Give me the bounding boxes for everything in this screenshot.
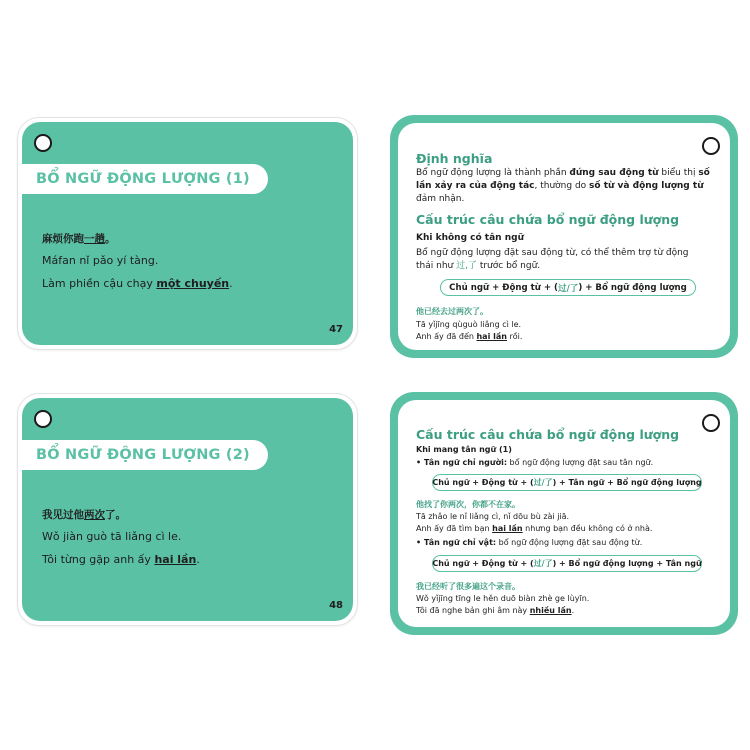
bullet-person: • Tân ngữ chỉ người: bổ ngữ động lượng đặt sau tân ngữ.: [416, 458, 654, 467]
formula-pill-1: Chủ ngữ + Động từ + ( 过/了 ) + Tân ngữ + Bổ ngữ động lượng: [432, 474, 702, 491]
example2-vietnamese: Tôi đã nghe bản ghi âm này nhiều lần.: [416, 606, 575, 615]
chinese-sentence: 麻烦你跑一趟。: [42, 233, 116, 245]
sub-heading: Khi không có tân ngữ: [416, 233, 524, 243]
card-number: 47: [329, 324, 343, 335]
bullet-object: • Tân ngữ chỉ vật: bổ ngữ động lượng đặt sau động từ.: [416, 538, 643, 547]
flashcard-47-back: [390, 115, 738, 358]
card-number: 48: [329, 600, 343, 611]
formula-pill: Chủ ngữ + Động từ + ( 过/了 ) + Bổ ngữ động lượng: [440, 279, 696, 296]
example1-vietnamese: Anh ấy đã tìm bạn hai lần nhưng bạn đều không có ở nhà.: [416, 524, 653, 533]
vietnamese-sentence: Làm phiền cậu chạy một chuyến.: [42, 277, 233, 290]
sub-heading: Khi mang tân ngữ (1): [416, 445, 512, 454]
structure-heading: Cấu trúc câu chứa bổ ngữ động lượng: [416, 427, 680, 442]
flashcard-48-front: [17, 393, 358, 626]
example2-pinyin: Wǒ yǐjīng tīng le hěn duō biàn zhè ge lùyīn.: [416, 594, 590, 603]
card-inner: [398, 123, 730, 350]
card-inner: [398, 400, 730, 627]
flashcard-47-front: [17, 117, 358, 350]
definition-heading: Định nghĩa: [416, 151, 493, 166]
example-vietnamese: Anh ấy đã đến hai lần rồi.: [416, 332, 523, 341]
example1-chinese: 他找了你两次，你都不在家。: [416, 499, 520, 509]
definition-line-3: đảm nhận.: [416, 194, 465, 204]
example-chinese: 他已经去过两次了。: [416, 306, 488, 316]
description-line-1: Bổ ngữ động lượng đặt sau động từ, có thể thêm trợ từ động: [416, 248, 689, 258]
ring-hole: [34, 134, 52, 152]
example1-pinyin: Tā zhǎo le nǐ liǎng cì, nǐ dōu bù zài jiā.: [416, 512, 570, 521]
pinyin-sentence: Wǒ jiàn guò tā liǎng cì le.: [42, 530, 182, 543]
ring-hole: [702, 414, 720, 432]
ring-hole: [702, 137, 720, 155]
definition-line-2: lần xảy ra của động tác, thường do số từ và động lượng từ: [416, 181, 704, 191]
chinese-sentence: 我见过他两次了。: [42, 509, 126, 521]
example-pinyin: Tā yǐjīng qùguò liǎng cì le.: [416, 320, 522, 329]
flashcard-48-back: [390, 392, 738, 635]
definition-line-1: Bổ ngữ động lượng là thành phần đứng sau động từ biểu thị số: [416, 168, 710, 178]
ring-hole: [34, 410, 52, 428]
description-line-2: thái như 过,了 trước bổ ngữ.: [416, 261, 541, 271]
vietnamese-sentence: Tôi từng gặp anh ấy hai lần.: [42, 553, 200, 566]
example2-chinese: 我已经听了很多遍这个录音。: [416, 581, 520, 591]
card-title: BỔ NGỮ ĐỘNG LƯỢNG (1): [22, 164, 268, 194]
card-title: BỔ NGỮ ĐỘNG LƯỢNG (2): [22, 440, 268, 470]
structure-heading: Cấu trúc câu chứa bổ ngữ động lượng: [416, 212, 680, 227]
pinyin-sentence: Máfan nǐ pǎo yí tàng.: [42, 254, 159, 267]
formula-pill-2: Chủ ngữ + Động từ + ( 过/了 ) + Bổ ngữ động lượng + Tân ngữ: [432, 555, 702, 572]
